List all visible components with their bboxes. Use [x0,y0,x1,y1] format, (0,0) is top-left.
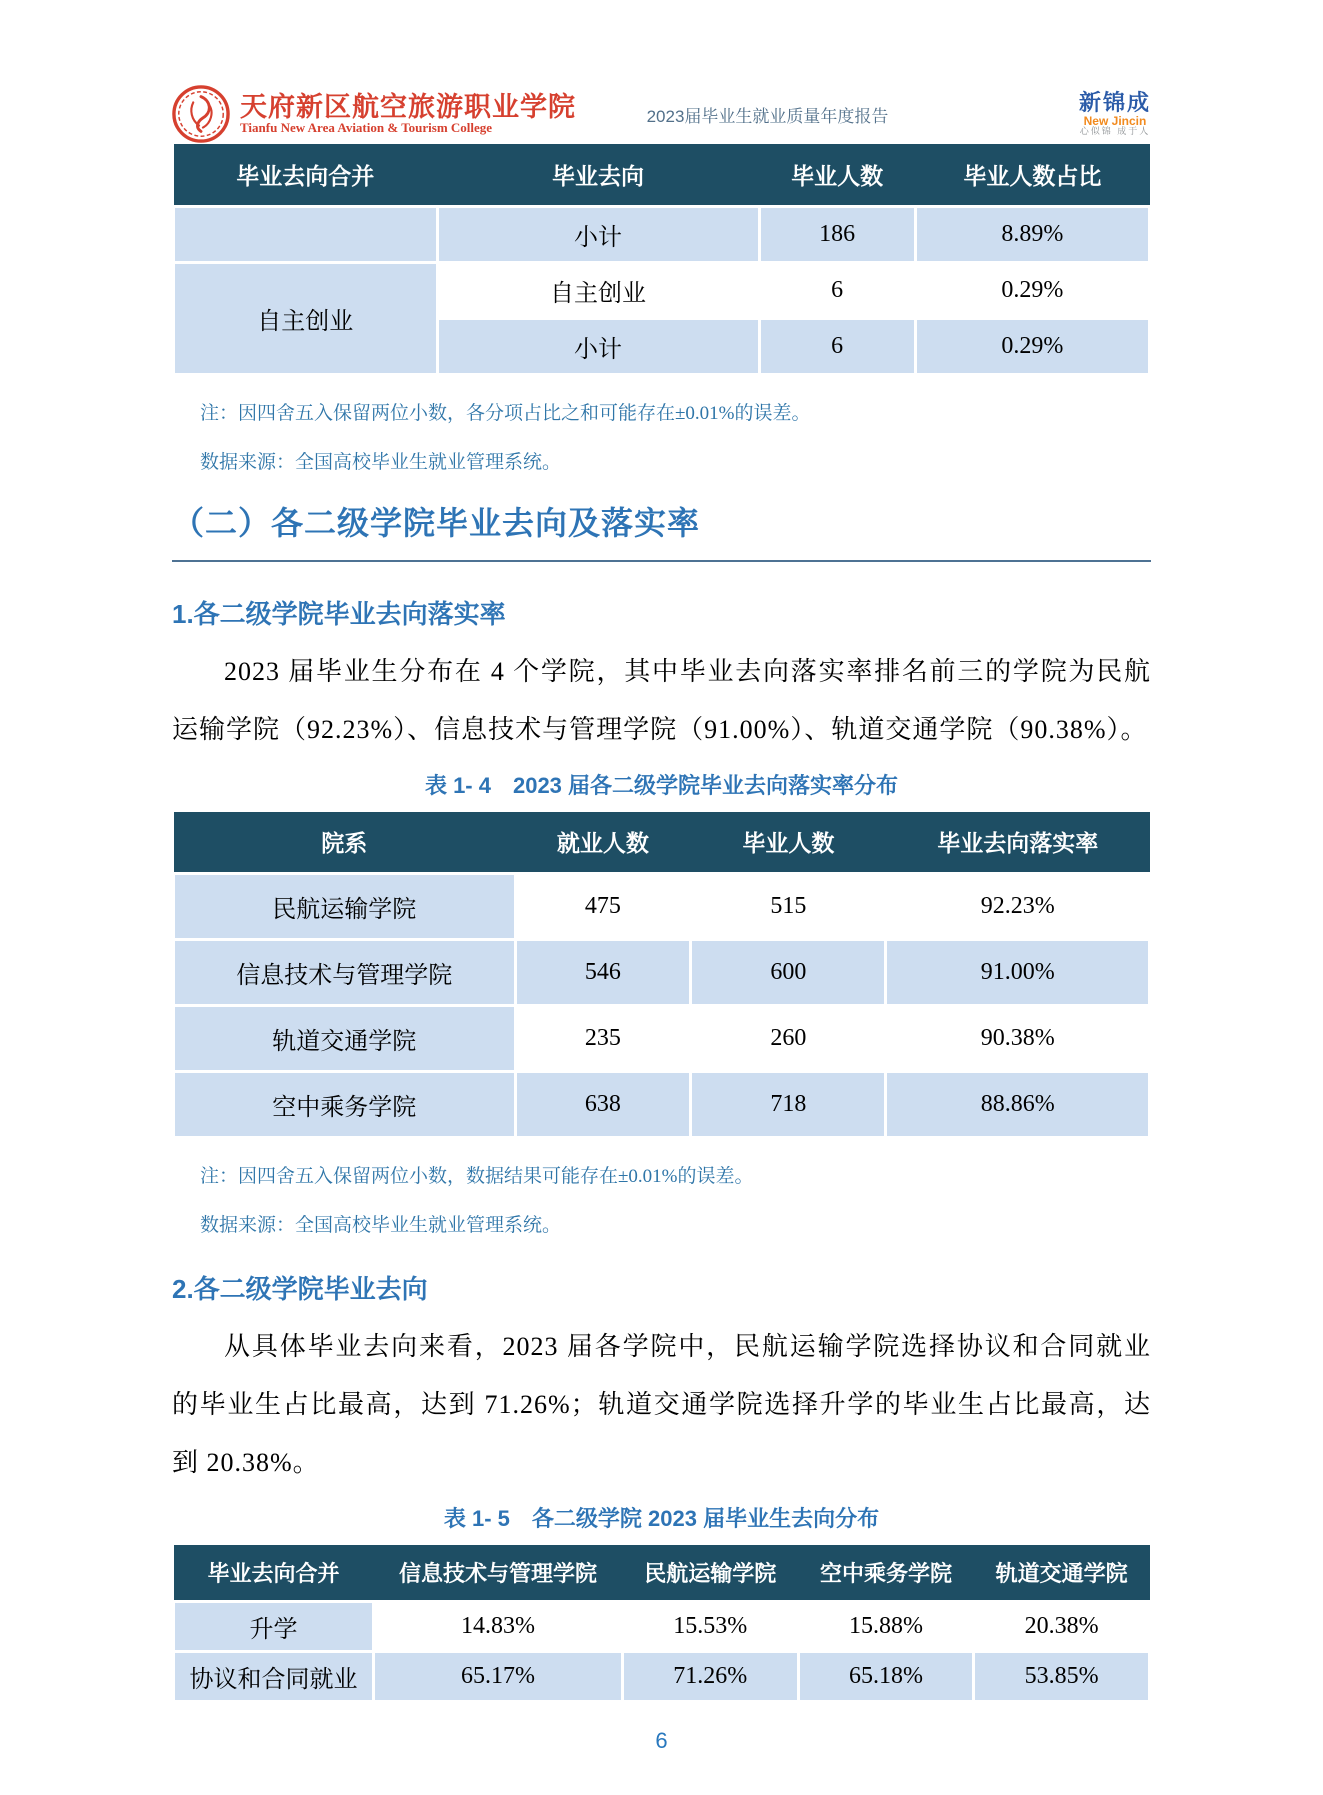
cell: 186 [759,206,915,262]
cell: 475 [515,874,691,940]
table4-note: 注：因四舍五入保留两位小数，数据结果可能存在±0.01%的误差。 [200,1166,754,1187]
cell: 0.29% [915,318,1149,374]
college-placement-header-row [174,812,1150,874]
cell: 8.89% [915,206,1149,262]
table-row [174,262,1150,318]
table1-source: 数据来源：全国高校毕业生就业管理系统。 [200,451,562,473]
col-it-college: 信息技术与管理学院 [374,1545,623,1601]
college-placement-table [172,812,1151,1140]
cell: 20.38% [974,1601,1150,1651]
cell: 65.18% [798,1651,974,1701]
table1-note: 注：因四舍五入保留两位小数，各分项占比之和可能存在±0.01%的误差。 [200,402,811,424]
table-row [174,940,1150,1006]
cell: 小计 [437,318,759,374]
brand-logo [1079,91,1151,136]
col-grad-count: 毕业人数 [759,144,915,206]
cell: 6 [759,262,915,318]
subsection-2-title: 2.各二级学院毕业去向 [172,1274,428,1304]
cell: 90.38% [886,1006,1150,1072]
cell: 轨道交通学院 [174,1006,516,1072]
destination-by-college-table [172,1545,1151,1703]
cell: 260 [691,1006,886,1072]
group-cell: 自主创业 [174,262,438,374]
table-row [174,1601,1150,1651]
college-name-cn: 天府新区航空旅游职业学院 [240,92,576,122]
col-civil-aviation-college: 民航运输学院 [622,1545,798,1601]
col-grad-ratio: 毕业人数占比 [915,144,1149,206]
table-row [174,1006,1150,1072]
college-logo [172,85,576,143]
section-title: （二）各二级学院毕业去向及落实率 [172,498,1151,562]
table5-caption: 表 1- 5 各二级学院 2023 届毕业生去向分布 [443,1506,880,1531]
col-college: 院系 [174,812,516,874]
col-destination-group: 毕业去向合并 [174,1545,374,1601]
cell: 信息技术与管理学院 [174,940,516,1006]
table-row [174,1072,1150,1138]
col-cabin-crew-college: 空中乘务学院 [798,1545,974,1601]
paragraph-2: 从具体毕业去向来看，2023 届各学院中，民航运输学院选择协议和合同就业的毕业生占比最高，达到 71.26%；轨道交通学院选择升学的毕业生占比最高，达到 20.38%。 [172,1332,1151,1477]
cell: 638 [515,1072,691,1138]
cell: 15.88% [798,1601,974,1651]
cell: 0.29% [915,262,1149,318]
cell: 235 [515,1006,691,1072]
page-header [172,84,1151,144]
cell: 民航运输学院 [174,874,516,940]
col-rail-transit-college: 轨道交通学院 [974,1545,1150,1601]
subsection-1-title: 1.各二级学院毕业去向落实率 [172,598,506,629]
brand-name-en: New Jincin [1083,113,1147,128]
col-destination: 毕业去向 [437,144,759,206]
col-grad-count: 毕业人数 [691,812,886,874]
table-row [174,206,1150,262]
cell: 718 [691,1072,886,1138]
cell: 546 [515,940,691,1006]
cell: 600 [691,940,886,1006]
page-number: 6 [655,1728,668,1753]
cell: 65.17% [374,1651,623,1701]
report-title: 2023届毕业生就业质量年度报告 [646,106,889,126]
brand-name-cn: 新锦成 [1078,90,1151,116]
cell [174,206,438,262]
cell: 71.26% [622,1651,798,1701]
cell: 空中乘务学院 [174,1072,516,1138]
col-placement-rate: 毕业去向落实率 [886,812,1150,874]
cell: 自主创业 [437,262,759,318]
college-name-en: Tianfu New Area Aviation & Tourism College [240,120,493,136]
phoenix-emblem-icon [172,85,230,143]
table4-source: 数据来源：全国高校毕业生就业管理系统。 [200,1215,562,1236]
cell: 92.23% [886,874,1150,940]
cell: 53.85% [974,1651,1150,1701]
col-destination-group: 毕业去向合并 [174,144,438,206]
cell: 88.86% [886,1072,1150,1138]
cell: 515 [691,874,886,940]
table4-caption: 表 1- 4 2023 届各二级学院毕业去向落实率分布 [424,772,899,798]
table-row [174,1651,1150,1701]
cell: 14.83% [374,1601,623,1651]
table-row [174,874,1150,940]
cell: 小计 [437,206,759,262]
cell: 升学 [174,1601,374,1651]
cell: 15.53% [622,1601,798,1651]
col-employed-count: 就业人数 [515,812,691,874]
cell: 91.00% [886,940,1150,1006]
cell: 6 [759,318,915,374]
destination-table [172,144,1151,376]
cell: 协议和合同就业 [174,1651,374,1701]
brand-tagline: 心似锦 成于人 [1079,126,1151,137]
destination-by-college-header-row [174,1545,1150,1601]
paragraph-1: 2023 届毕业生分布在 4 个学院，其中毕业去向落实率排名前三的学院为民航运输学院（92.23%）、信息技术与管理学院（91.00%）、轨道交通学院（90.38%）。 [172,656,1151,744]
destination-table-header-row [174,144,1150,206]
